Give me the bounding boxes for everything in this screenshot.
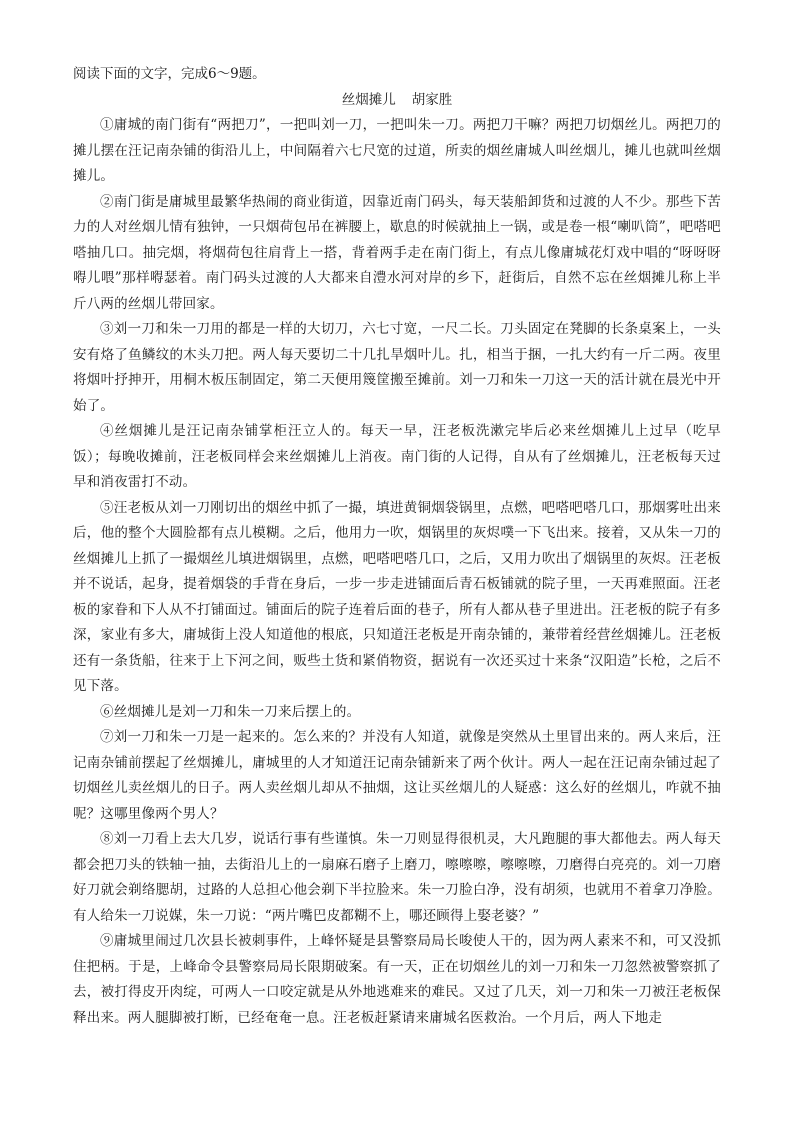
paragraph-6: ⑥丝烟摊儿是刘一刀和朱一刀来后摆上的。 (100, 703, 361, 720)
paragraph-9: ⑨庸城里闹过几次县长被刺事件，上峰怀疑是县警察局局长唆使人干的，因为两人素来不和，可又没抓住把柄。于是，上峰命令县警察局局长限期破案。有一天，正在切烟丝儿的刘一刀和朱一刀忽然被警察抓了去，被打得皮开肉绽，可两人一口咬定就是从外地逃难来的难民。又过了几天，刘一刀和朱一刀被汪老板保释出来。两人腿脚被打断，已经奄奄一息。汪老板赶紧请来庸城名医救治。一个月后，两人下地走 (73, 933, 721, 1026)
paragraph-5: ⑤汪老板从刘一刀刚切出的烟丝中抓了一撮，填进黄铜烟袋锅里，点燃，吧嗒吧嗒几口，那烟雾吐出来后，他的整个大圆脸都有点儿模糊。之后，他用力一吹，烟锅里的灰烬噗一下飞出来。接着，又从朱一刀的丝烟摊儿上抓了一撮烟丝儿填进烟锅里，点燃，吧嗒吧嗒几口，之后，又用力吹出了烟锅里的灰烬。汪老板并不说话，起身，提着烟袋的手背在身后，一步一步走进铺面后青石板铺就的院子里，一天再难照面。汪老板的家眷和下人从不打铺面过。铺面后的院子连着后面的巷子，所有人都从巷子里进出。汪老板的院子有多深，家业有多大，庸城街上没人知道他的根底，只知道汪老板是开南杂铺的，兼带着经营丝烟摊儿。汪老板还有一条货船，往来于上下河之间，贩些土货和紧俏物资，据说有一次还买过十来条“汉阳造”长枪，之后不见下落。 (73, 499, 721, 694)
paragraph-1: ①庸城的南门街有“两把刀”，一把叫刘一刀，一把叫朱一刀。两把刀干嘛？两把刀切烟丝儿。两把刀的摊儿摆在汪记南杂铺的街沿儿上，中间隔着六七尺宽的过道，所卖的烟丝庸城人叫丝烟儿，摊儿也就叫丝烟摊儿。 (73, 117, 721, 184)
article-body (73, 62, 721, 1031)
paragraph-8: ⑧刘一刀看上去大几岁，说话行事有些谨慎。朱一刀则显得很机灵，大凡跑腿的事大都他去。两人每天都会把刀头的铁轴一抽，去街沿儿上的一扇麻石磨子上磨刀，嚓嚓嚓，嚓嚓嚓，刀磨得白亮亮的。刘一刀磨好刀就会剃络腮胡，过路的人总担心他会剃下半拉脸来。朱一刀脸白净，没有胡须，也就用不着拿刀净脸。有人给朱一刀说媒，朱一刀说：“两片嘴巴皮都糊不上，哪还顾得上娶老婆？” (73, 831, 721, 924)
paragraph-7: ⑦刘一刀和朱一刀是一起来的。怎么来的？并没有人知道，就像是突然从土里冒出来的。两人来后，汪记南杂铺前摆起了丝烟摊儿，庸城里的人才知道汪记南杂铺新来了两个伙计。两人一起在汪记南杂铺过起了切烟丝儿卖丝烟儿的日子。两人卖丝烟儿却从不抽烟，这让买丝烟儿的人疑惑：这么好的丝烟儿，咋就不抽呢？这哪里像两个男人？ (73, 729, 721, 822)
question-instruction: 阅读下面的文字，完成6～9题。 (73, 66, 266, 82)
article-heading (73, 88, 721, 114)
paragraph-4: ④丝烟摊儿是汪记南杂铺掌柜汪立人的。每天一早，汪老板洗漱完毕后必来丝烟摊儿上过早（吃早饭）；每晚收摊前，汪老板同样会来丝烟摊儿上消夜。南门街的人记得，自从有了丝烟摊儿，汪老板每天过早和消夜雷打不动。 (73, 423, 721, 490)
paragraph-2: ②南门街是庸城里最繁华热闹的商业街道，因靠近南门码头，每天装船卸货和过渡的人不少。那些下苦力的人对丝烟儿情有独钟，一只烟荷包吊在裤腰上，歇息的时候就抽上一锅，或是卷一根“喇叭筒”，吧嗒吧嗒抽几口。抽完烟，将烟荷包往肩背上一搭，背着两手走在南门街上，有点儿像庸城花灯戏中唱的“呀呀呀嘚儿喂”那样嘚瑟着。南门码头过渡的人大都来自澧水河对岸的乡下，赶街后，自然不忘在丝烟摊儿称上半斤八两的丝烟儿带回家。 (73, 193, 721, 312)
article-title: 丝烟摊儿 (341, 91, 396, 108)
paragraph-3: ③刘一刀和朱一刀用的都是一样的大切刀，六七寸宽，一尺二长。刀头固定在凳脚的长条桌案上，一头安有烙了鱼鳞纹的木头刀把。两人每天要切二十几扎旱烟叶儿。扎，相当于捆，一扎大约有一斤二两。夜里将烟叶抒抻开，用桐木板压制固定，第二天便用篾筐搬至摊前。刘一刀和朱一刀这一天的活计就在晨光中开始了。 (73, 321, 721, 414)
article-author: 胡家胜 (411, 91, 453, 108)
